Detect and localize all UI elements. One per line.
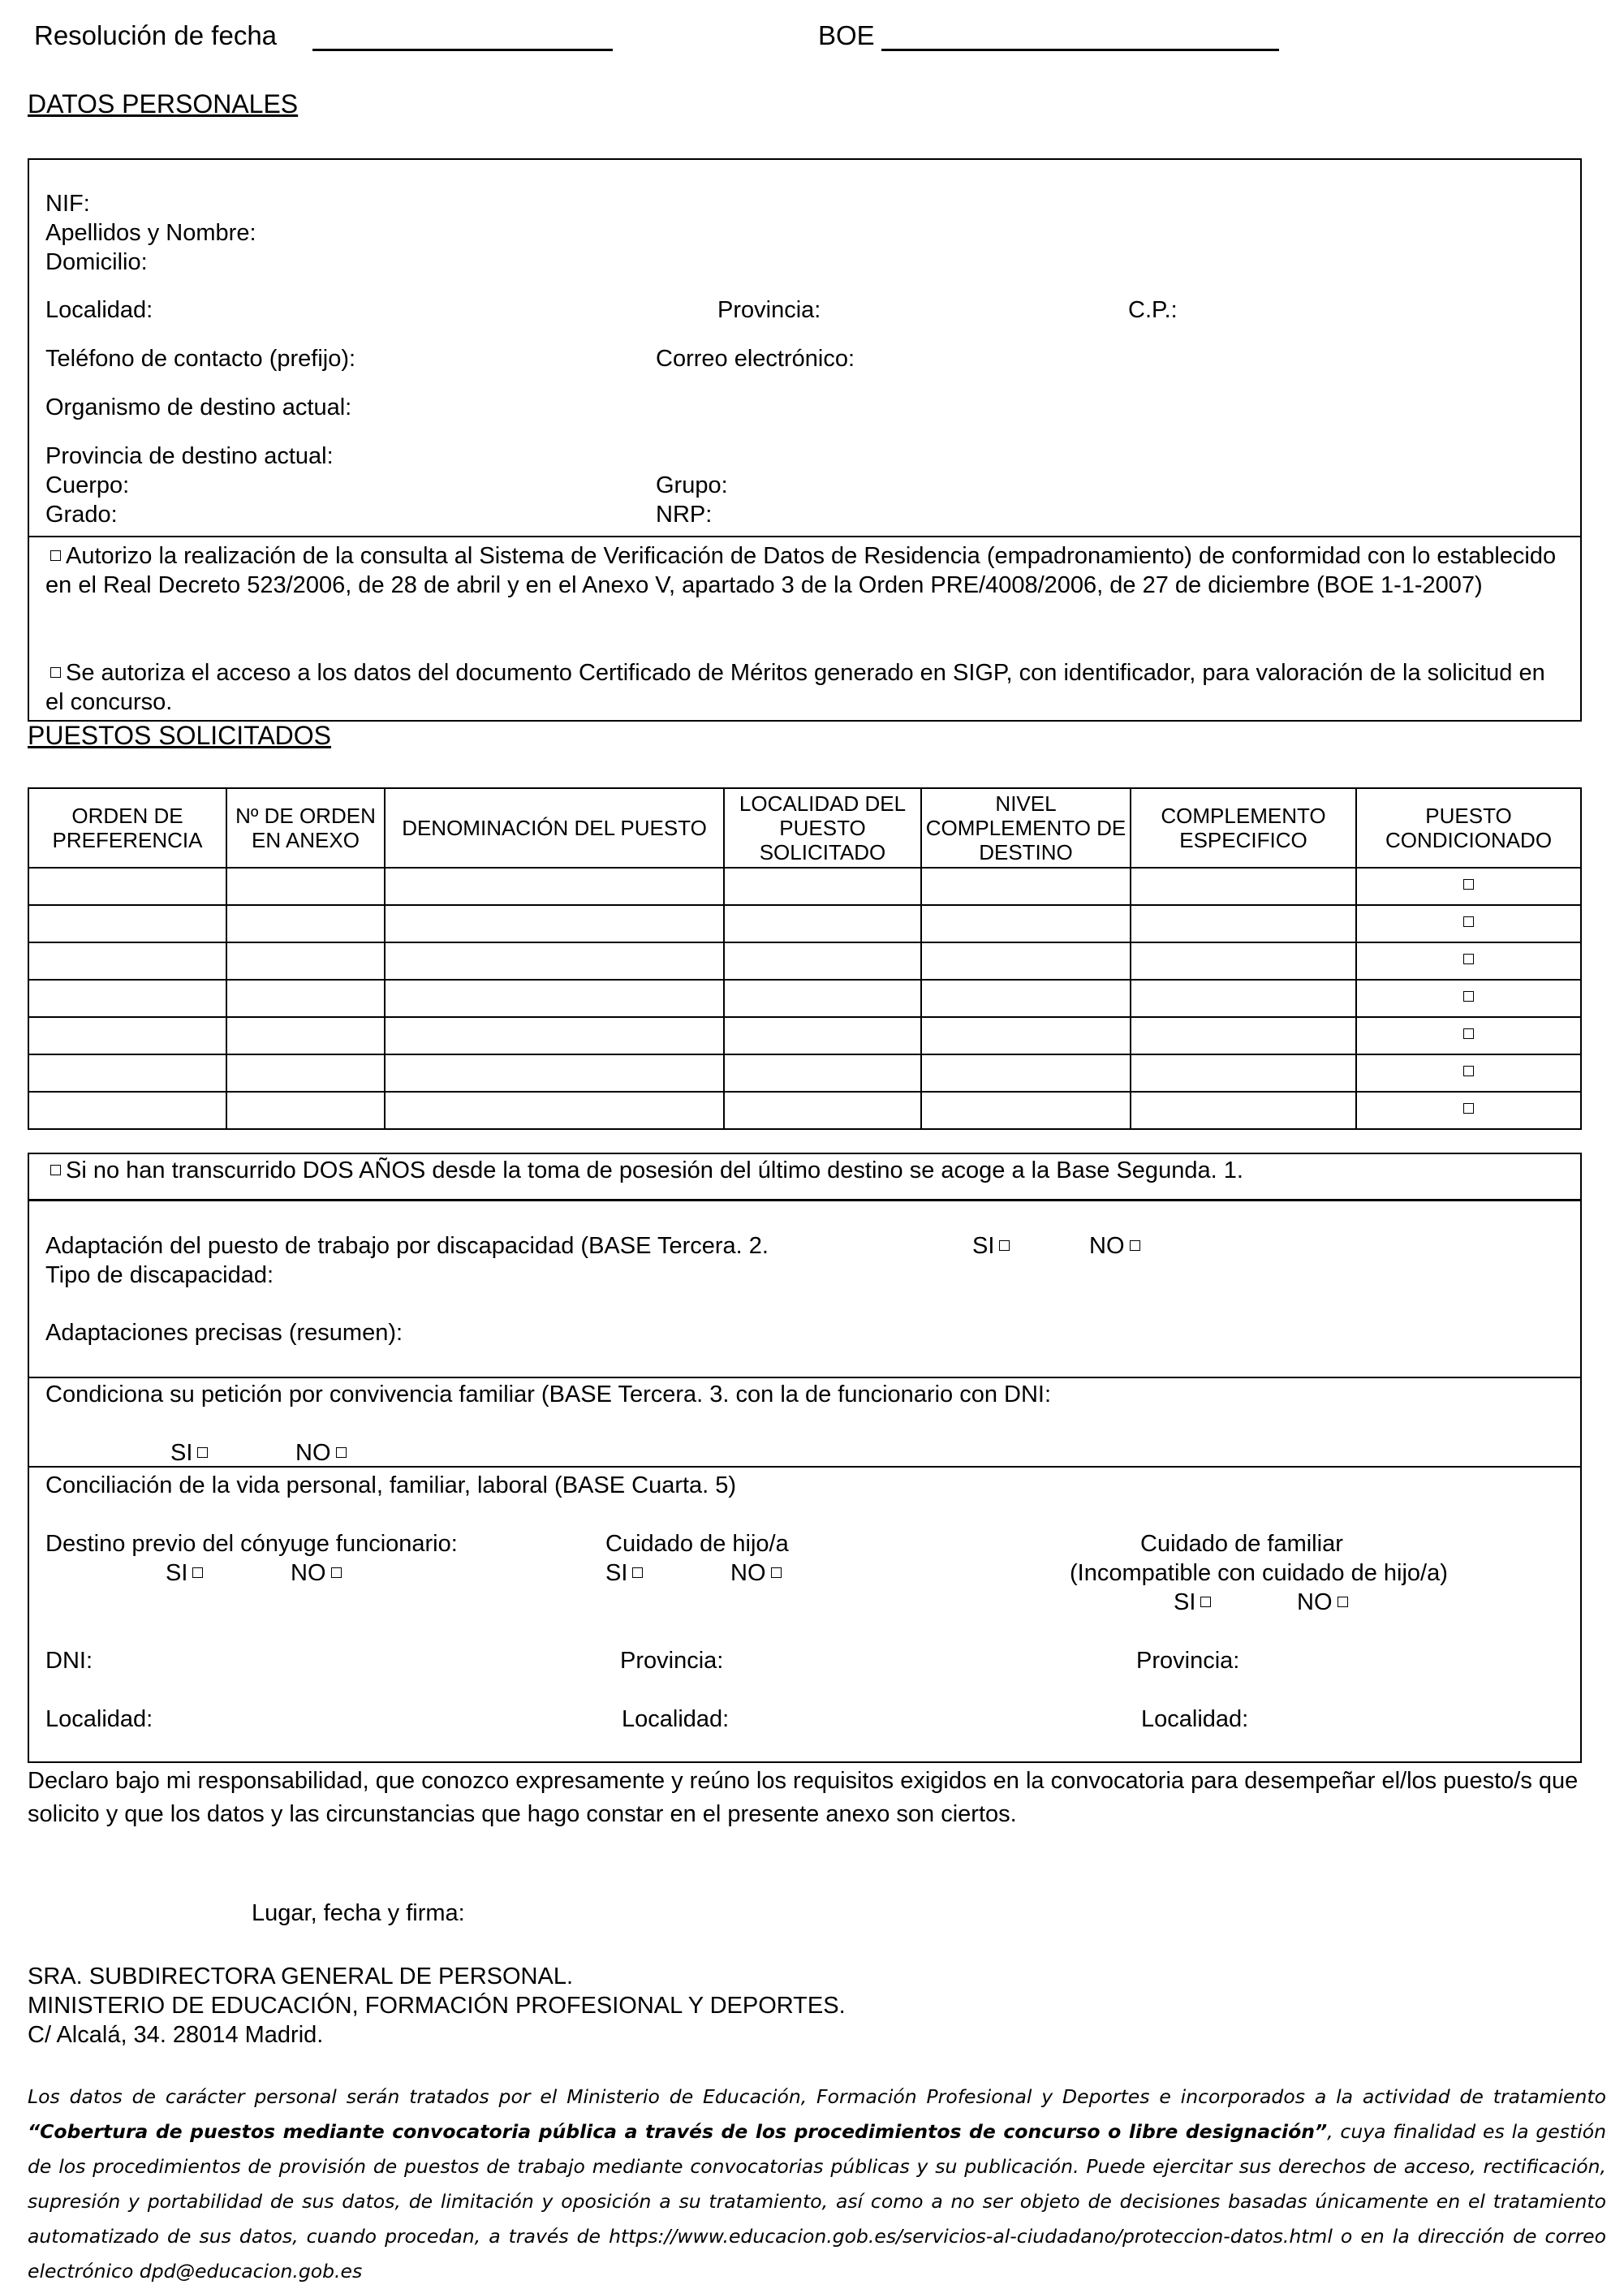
table-row — [28, 1017, 1581, 1054]
familiar-no — [1297, 1588, 1353, 1617]
table-cell[interactable] — [385, 1092, 724, 1129]
hijo-no — [730, 1558, 786, 1588]
condicionado-checkbox[interactable] — [1463, 1103, 1474, 1114]
si-label: SI — [972, 1233, 995, 1259]
hijo-si-checkbox[interactable] — [632, 1567, 643, 1578]
privacy-note-part2: , cuya finalidad es la gestión de los procedimientos de provisión de puestos de trabajo mediante convocatorias públicas y su publicación. Puede ejercitar sus derechos de acceso, rectificación, supresión y portabilidad de sus datos, de limitación y oposición a su tratamiento, así como a no ser objeto de decisiones basadas únicamente en el tratamiento automatizado de sus datos, cuando procedan, a través de https://www.educacion.gob.es/servicios-al-ciudadano/proteccion-datos.html o en la dirección de correo electrónico dpd@educacion.gob.es — [28, 2120, 1606, 2283]
col-complemento: COMPLEMENTO ESPECIFICO — [1131, 788, 1356, 868]
dni-label: DNI: — [45, 1648, 93, 1674]
col-num-orden: Nº DE ORDEN EN ANEXO — [226, 788, 385, 868]
table-header-row — [28, 788, 1581, 868]
si-label: SI — [170, 1440, 193, 1466]
table-cell[interactable] — [1131, 980, 1356, 1017]
adaptacion-si — [972, 1231, 1014, 1261]
table-cell[interactable] — [385, 868, 724, 905]
no-label: NO — [1297, 1589, 1333, 1615]
condiciona-si-checkbox[interactable] — [197, 1447, 208, 1458]
table-cell[interactable] — [1131, 905, 1356, 942]
si-label: SI — [605, 1560, 628, 1586]
puestos-table — [28, 787, 1582, 1130]
grupo-label: Grupo: — [656, 472, 728, 498]
condiciona-label: Condiciona su petición por convivencia familiar (BASE Tercera. 3. con la de funcionario con DNI: — [45, 1382, 1052, 1407]
condicionado-checkbox[interactable] — [1463, 991, 1474, 1002]
localidad-label: Localidad: — [45, 297, 153, 323]
tipo-discapacidad-label: Tipo de discapacidad: — [45, 1262, 274, 1288]
adaptacion-label: Adaptación del puesto de trabajo por discapacidad (BASE Tercera. 2. — [45, 1233, 769, 1259]
table-row — [28, 942, 1581, 980]
puestos-title: PUESTOS SOLICITADOS — [28, 721, 332, 750]
grado-label: Grado: — [45, 502, 118, 528]
condicionado-checkbox[interactable] — [1463, 879, 1474, 890]
table-cell[interactable] — [921, 1054, 1131, 1092]
condicionado-cell — [1356, 980, 1581, 1017]
dos-anos-item — [45, 1156, 1243, 1185]
table-cell[interactable] — [28, 905, 226, 942]
autorizo-item — [45, 541, 1563, 600]
dos-anos-text: Si no han transcurrido DOS AÑOS desde la toma de posesión del último destino se acoge a la Base Segunda. 1. — [66, 1157, 1243, 1183]
condicionado-cell — [1356, 868, 1581, 905]
destinatario-line3: C/ Alcalá, 34. 28014 Madrid. — [28, 2022, 324, 2048]
hijo-localidad-label: Localidad: — [622, 1706, 730, 1732]
table-row — [28, 1054, 1581, 1092]
col-condicionado: PUESTO CONDICIONADO — [1356, 788, 1581, 868]
cp-label: C.P.: — [1128, 297, 1178, 323]
table-cell[interactable] — [1131, 1017, 1356, 1054]
acceso-text: Se autoriza el acceso a los datos del documento Certificado de Méritos generado en SIGP, con identificador, para valoración de la solicitud en el concurso. — [45, 660, 1545, 715]
no-label: NO — [1089, 1233, 1125, 1259]
table-cell[interactable] — [385, 942, 724, 980]
col-orden-preferencia: ORDEN DE PREFERENCIA — [28, 788, 226, 868]
hijo-label: Cuidado de hijo/a — [605, 1531, 789, 1557]
table-cell[interactable] — [385, 905, 724, 942]
domicilio-label: Domicilio: — [45, 249, 148, 275]
familiar-localidad-label: Localidad: — [1141, 1706, 1249, 1732]
privacy-note — [28, 2080, 1606, 2289]
table-cell[interactable] — [724, 1054, 921, 1092]
table-cell[interactable] — [921, 868, 1131, 905]
familiar-si-checkbox[interactable] — [1200, 1597, 1211, 1607]
table-cell[interactable] — [724, 868, 921, 905]
table-cell[interactable] — [385, 1054, 724, 1092]
table-cell[interactable] — [724, 1017, 921, 1054]
condicionado-cell — [1356, 1054, 1581, 1092]
col-nivel: NIVEL COMPLEMENTO DE DESTINO — [921, 788, 1131, 868]
table-cell[interactable] — [921, 905, 1131, 942]
table-cell[interactable] — [28, 868, 226, 905]
nrp-label: NRP: — [656, 502, 713, 528]
adaptaciones-label: Adaptaciones precisas (resumen): — [45, 1320, 403, 1346]
telefono-label: Teléfono de contacto (prefijo): — [45, 346, 356, 372]
condicionado-checkbox[interactable] — [1463, 916, 1474, 927]
adaptacion-no — [1089, 1231, 1145, 1261]
acceso-item — [45, 658, 1563, 717]
table-cell[interactable] — [226, 1017, 385, 1054]
conyuge-no — [291, 1558, 347, 1588]
condicionado-cell — [1356, 1092, 1581, 1129]
conyuge-no-checkbox[interactable] — [331, 1567, 342, 1578]
table-cell[interactable] — [226, 905, 385, 942]
privacy-note-part1: Los datos de carácter personal serán tratados por el Ministerio de Educación, Formación Profesional y Deportes e incorporados a la actividad de tratamiento — [28, 2085, 1606, 2108]
adaptacion-no-checkbox[interactable] — [1130, 1240, 1140, 1251]
familiar-provincia-label: Provincia: — [1136, 1648, 1240, 1674]
no-label: NO — [730, 1560, 766, 1586]
resolucion-fecha-field[interactable] — [312, 49, 613, 51]
table-cell[interactable] — [28, 1054, 226, 1092]
table-cell[interactable] — [28, 1092, 226, 1129]
table-cell[interactable] — [724, 980, 921, 1017]
condicionado-cell — [1356, 942, 1581, 980]
table-row — [28, 905, 1581, 942]
si-label: SI — [166, 1560, 188, 1586]
table-cell[interactable] — [226, 942, 385, 980]
incompatible-label: (Incompatible con cuidado de hijo/a) — [1070, 1560, 1448, 1586]
table-cell[interactable] — [226, 980, 385, 1017]
table-row — [28, 868, 1581, 905]
table-cell[interactable] — [28, 1017, 226, 1054]
condicionado-cell — [1356, 905, 1581, 942]
datos-personales-title: DATOS PERSONALES — [28, 89, 299, 119]
divider — [28, 1199, 1582, 1201]
divider — [28, 1377, 1582, 1378]
table-cell[interactable] — [226, 868, 385, 905]
table-cell[interactable] — [921, 1092, 1131, 1129]
table-cell[interactable] — [921, 942, 1131, 980]
table-cell[interactable] — [28, 942, 226, 980]
table-cell[interactable] — [1131, 942, 1356, 980]
no-label: NO — [291, 1560, 326, 1586]
divider — [28, 1466, 1582, 1468]
no-label: NO — [295, 1440, 331, 1466]
hijo-si — [605, 1558, 648, 1588]
conyuge-si-checkbox[interactable] — [192, 1567, 203, 1578]
dos-anos-checkbox[interactable] — [50, 1165, 61, 1175]
condicionado-checkbox[interactable] — [1463, 1066, 1474, 1076]
table-cell[interactable] — [1131, 1092, 1356, 1129]
datos-personales-box — [28, 158, 1582, 722]
table-row — [28, 1092, 1581, 1129]
table-cell[interactable] — [724, 905, 921, 942]
declaracion-text: Declaro bajo mi responsabilidad, que conozco expresamente y reúno los requisitos exigidos en la convocatoria para desempeñar el/los puesto/s que solicito y que los datos y las circunstancias que hago constar en el presente anexo son ciertos. — [28, 1768, 1579, 1827]
apellidos-label: Apellidos y Nombre: — [45, 220, 256, 246]
adaptacion-si-checkbox[interactable] — [999, 1240, 1010, 1251]
privacy-note-activity: “Cobertura de puestos mediante convocatoria pública a través de los procedimientos de concurso o libre designación” — [28, 2120, 1328, 2143]
table-cell[interactable] — [921, 1017, 1131, 1054]
si-label: SI — [1174, 1589, 1196, 1615]
table-cell[interactable] — [385, 980, 724, 1017]
conciliacion-label: Conciliación de la vida personal, familiar, laboral (BASE Cuarta. 5) — [45, 1472, 737, 1498]
table-cell[interactable] — [226, 1092, 385, 1129]
col-localidad: LOCALIDAD DEL PUESTO SOLICITADO — [724, 788, 921, 868]
destinatario-line1: SRA. SUBDIRECTORA GENERAL DE PERSONAL. — [28, 1964, 574, 1989]
acceso-checkbox[interactable] — [50, 667, 61, 678]
nif-label: NIF: — [45, 191, 90, 217]
condicionado-cell — [1356, 1017, 1581, 1054]
autorizo-checkbox[interactable] — [50, 550, 61, 561]
table-cell[interactable] — [1131, 1054, 1356, 1092]
hijo-provincia-label: Provincia: — [620, 1648, 724, 1674]
conyuge-label: Destino previo del cónyuge funcionario: — [45, 1531, 458, 1557]
divider — [28, 536, 1582, 537]
destinatario-line2: MINISTERIO DE EDUCACIÓN, FORMACIÓN PROFESIONAL Y DEPORTES. — [28, 1993, 846, 2019]
autorizo-text: Autorizo la realización de la consulta al Sistema de Verificación de Datos de Residencia (empadronamiento) de conformidad con lo establecido en el Real Decreto 523/2006, de 28 de abril y en el Anexo V, apartado 3 de la Orden PRE/4008/2006, de 27 de diciembre (BOE 1-1-2007) — [45, 543, 1557, 598]
conyuge-localidad-label: Localidad: — [45, 1706, 153, 1732]
table-cell[interactable] — [28, 980, 226, 1017]
col-denominacion: DENOMINACIÓN DEL PUESTO — [385, 788, 724, 868]
table-cell[interactable] — [1131, 868, 1356, 905]
correo-label: Correo electrónico: — [656, 346, 855, 372]
table-cell[interactable] — [226, 1054, 385, 1092]
conyuge-si — [166, 1558, 208, 1588]
lugar-fecha-firma-label: Lugar, fecha y firma: — [252, 1900, 465, 1926]
table-cell[interactable] — [921, 980, 1131, 1017]
table-cell[interactable] — [724, 942, 921, 980]
boe-label: BOE — [818, 20, 875, 50]
familiar-si — [1174, 1588, 1216, 1617]
table-cell[interactable] — [724, 1092, 921, 1129]
provincia-destino-label: Provincia de destino actual: — [45, 443, 334, 469]
condiciona-si — [170, 1438, 213, 1468]
familiar-label: Cuidado de familiar — [1140, 1531, 1343, 1557]
condiciona-no-checkbox[interactable] — [336, 1447, 347, 1458]
condicionado-checkbox[interactable] — [1463, 954, 1474, 964]
hijo-no-checkbox[interactable] — [771, 1567, 782, 1578]
organismo-label: Organismo de destino actual: — [45, 394, 352, 420]
table-row — [28, 980, 1581, 1017]
cuerpo-label: Cuerpo: — [45, 472, 130, 498]
resolucion-label: Resolución de fecha — [34, 20, 278, 50]
provincia-label: Provincia: — [717, 297, 821, 323]
familiar-no-checkbox[interactable] — [1338, 1597, 1348, 1607]
boe-field[interactable] — [881, 49, 1279, 51]
condiciona-no — [295, 1438, 351, 1468]
condicionado-checkbox[interactable] — [1463, 1028, 1474, 1039]
table-cell[interactable] — [385, 1017, 724, 1054]
